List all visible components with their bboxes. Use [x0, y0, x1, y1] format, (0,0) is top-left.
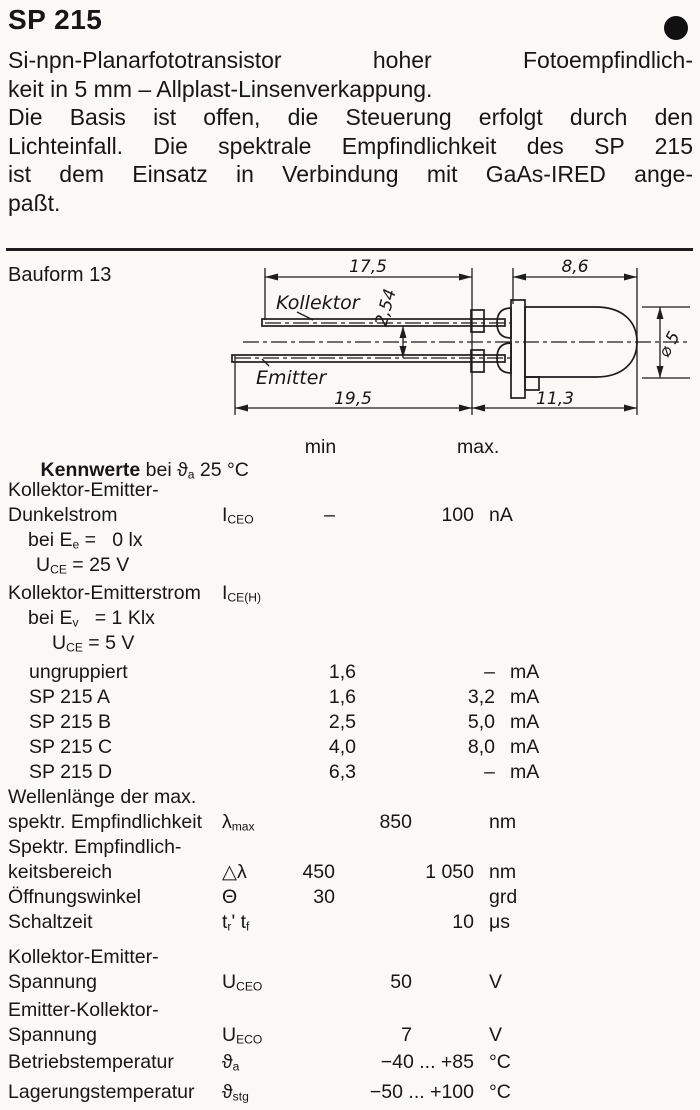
pin-label-emitter: Emitter	[256, 367, 327, 389]
condition-row: bei $E_v = 1$ Klx	[28, 607, 155, 630]
symbol: $\lambda_{max}$	[222, 811, 255, 834]
dim-diameter: ⌀ 5	[654, 328, 685, 362]
table-row: Lagerungstemperatur $ϑ_{stg}$ −50 ... +100 °C	[8, 1080, 698, 1105]
section-marker-dot	[664, 16, 688, 40]
table-row: spektr. Empfindlichkeit $\lambda_{max}$ 850 nm	[8, 810, 698, 835]
symbol: $ϑ_a$	[222, 1051, 240, 1074]
pin-label-collector: Kollektor	[276, 292, 360, 314]
group-row: SP 215 A 1,6 3,2 mA	[29, 686, 540, 708]
group-row: SP 215 C 4,0 8,0 mA	[29, 736, 540, 758]
description-paragraph	[8, 46, 693, 217]
intro-line: keit in 5 mm – Allplast-Linsenverkappung.	[8, 75, 433, 102]
group-row: SP 215 B 2,5 5,0 mA	[29, 711, 540, 733]
symbol: $I_{CEO}$	[222, 504, 254, 527]
symbol: $I_{CE(H)}$	[222, 582, 261, 605]
table-row: Spektr. Empfindlich-	[8, 836, 182, 858]
package-outline-label: Bauform 13	[8, 264, 112, 286]
characteristics-table	[8, 436, 698, 1105]
table-row: Kollektor-Emitterstrom $I_{CE(H)}$	[8, 581, 698, 606]
table-row: Spannung $U_{CEO}$ 50 V	[8, 970, 698, 995]
group-row: ungruppiert 1,6 – mA	[29, 661, 540, 683]
group-row: SP 215 D 6,3 – mA	[29, 761, 540, 783]
intro-line: Die Basis ist offen, die Steuerung erfolgt durch den	[8, 104, 693, 130]
lead-standoff	[471, 310, 484, 332]
table-row: Wellenlänge der max.	[8, 786, 197, 808]
intro-line: Si-npn-Planarfototransistor hoher Fotoempfindlich-	[8, 47, 693, 73]
dim-top-lead: 17,5	[349, 257, 387, 277]
table-row: Dunkelstrom $I_{CEO}$ – 100 nA	[8, 503, 698, 528]
condition-row: bei $E_e = 0$ lx	[28, 529, 143, 552]
section-divider	[6, 248, 693, 251]
table-header: Kennwerte bei $ϑ_a$ 25 °C min max.	[40, 436, 500, 482]
symbol: △λ	[222, 861, 247, 883]
symbol: $U_{CEO}$	[222, 971, 263, 994]
table-row: Spannung $U_{ECO}$ 7 V	[8, 1023, 698, 1048]
col-header-min: min	[304, 436, 337, 458]
condition-row: $U_{CE} = 25$ V	[36, 554, 130, 577]
table-row: Betriebstemperatur $ϑ_a$ −40 ... +85 °C	[8, 1050, 698, 1075]
table-row: Kollektor-Emitter-	[8, 479, 159, 501]
col-header-max: max.	[457, 436, 500, 458]
package-flange	[511, 300, 525, 398]
table-row: Kollektor-Emitter-	[8, 946, 159, 968]
symbol: $ϑ_{stg}$	[222, 1081, 249, 1104]
table-row: Schaltzeit $t_r'$ $t_f$ 10 μs	[8, 910, 698, 935]
lead-standoff	[471, 350, 484, 372]
intro-line: paßt.	[8, 189, 61, 216]
intro-line: ist dem Einsatz in Verbindung mit GaAs-IRED ange-	[8, 161, 693, 187]
dim-bottom-lead: 19,5	[334, 389, 372, 409]
intro-line: Lichteinfall. Die spektrale Empfindlichkeit des SP 215	[8, 132, 693, 159]
dim-body-total: 11,3	[536, 389, 574, 409]
table-row: Emitter-Kollektor-	[8, 999, 159, 1021]
dim-lead-pitch: 2,54	[371, 286, 401, 329]
table-row: Öffnungswinkel Θ 30 grd	[8, 886, 518, 908]
dim-body: 8,6	[561, 257, 589, 277]
symbol: $t_r'$ $t_f$	[222, 911, 250, 934]
condition-row: $U_{CE} = 5$ V	[52, 632, 135, 655]
package-drawing	[0, 252, 700, 430]
table-row: keitsbereich △λ 450 1 050 nm	[8, 861, 517, 883]
symbol: $U_{ECO}$	[222, 1024, 263, 1047]
page-title: SP 215	[8, 4, 103, 35]
table-title: Kennwerte	[40, 459, 141, 481]
symbol: Θ	[222, 886, 238, 908]
